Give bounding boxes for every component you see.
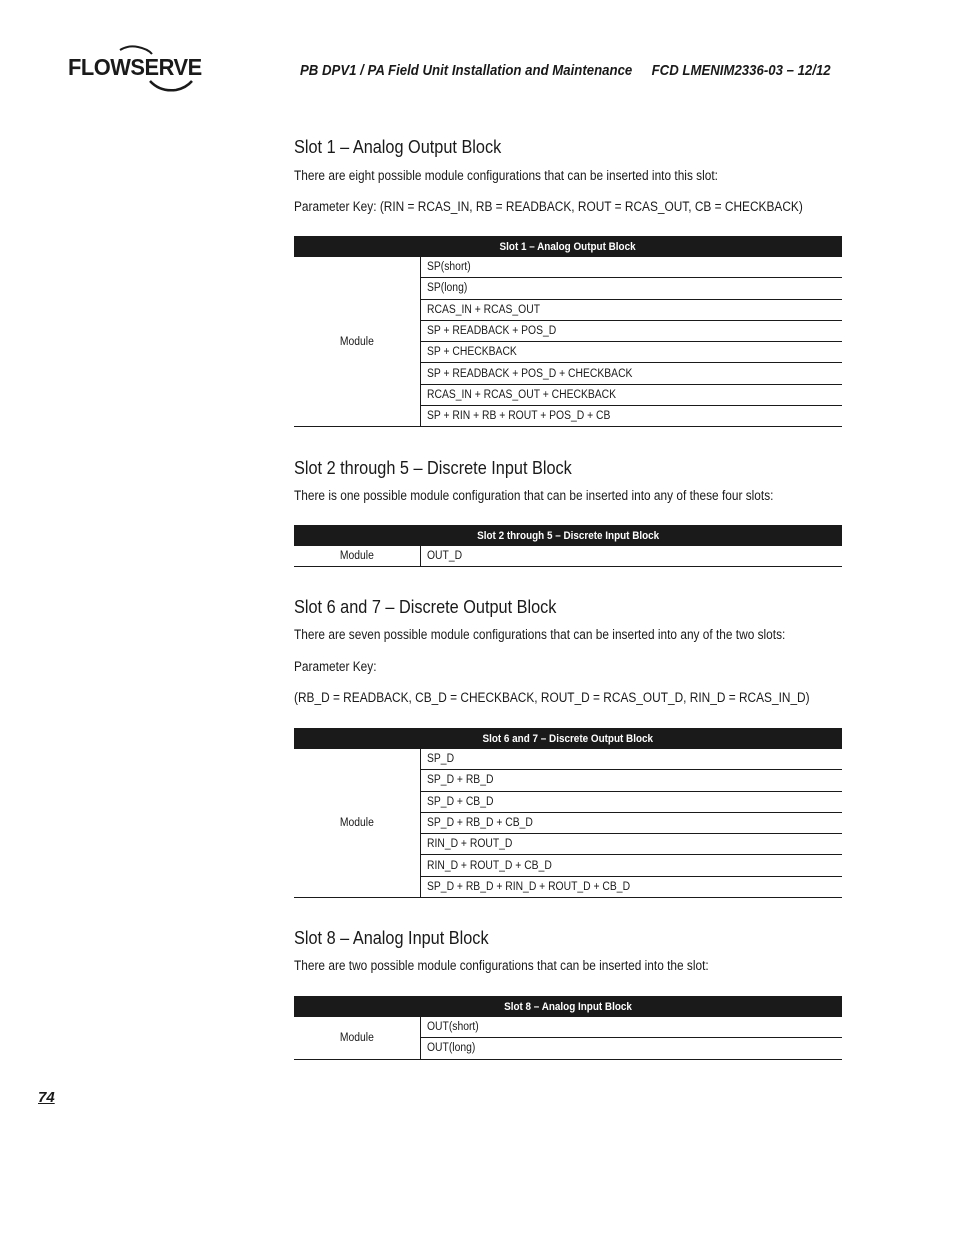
table-row	[294, 1017, 842, 1038]
module-label: Module	[294, 1017, 420, 1059]
table-cell: OUT(short)	[420, 1017, 842, 1038]
slot8-heading: Slot 8 – Analog Input Block	[294, 927, 489, 948]
slot1-heading: Slot 1 – Analog Output Block	[294, 136, 502, 157]
slot6-param-key-label: Parameter Key:	[294, 659, 377, 674]
table-cell: RCAS_IN + RCAS_OUT	[420, 299, 842, 320]
flowserve-logo	[68, 44, 208, 96]
slot6-intro: There are seven possible module configurations that can be inserted into any of the two slots:	[294, 627, 786, 642]
table-cell: SP + READBACK + POS_D	[420, 320, 842, 341]
table-cell: SP(long)	[420, 278, 842, 299]
slot1-table	[294, 236, 842, 427]
module-label: Module	[294, 749, 420, 898]
slot6-table	[294, 728, 842, 898]
slot6-param-key: (RB_D = READBACK, CB_D = CHECKBACK, ROUT_D = RCAS_OUT_D, RIN_D = RCAS_IN_D)	[294, 690, 810, 705]
table-cell: SP_D + RB_D	[420, 770, 842, 791]
table-cell: SP_D + RB_D + RIN_D + ROUT_D + CB_D	[420, 876, 842, 897]
table-cell: RIN_D + ROUT_D + CB_D	[420, 855, 842, 876]
table-cell: SP + RIN + RB + ROUT + POS_D + CB	[420, 406, 842, 427]
table-header: Slot 2 through 5 – Discrete Input Block	[294, 525, 842, 546]
slot6-heading: Slot 6 and 7 – Discrete Output Block	[294, 596, 557, 617]
slot8-table	[294, 996, 842, 1060]
slot2-table	[294, 525, 842, 567]
table-row	[294, 546, 842, 567]
slot1-intro: There are eight possible module configurations that can be inserted into this slot:	[294, 168, 718, 183]
slot2-intro: There is one possible module configuration that can be inserted into any of these four slots:	[294, 488, 774, 503]
table-cell: SP(short)	[420, 257, 842, 278]
table-cell: SP_D + RB_D + CB_D	[420, 812, 842, 833]
slot2-heading: Slot 2 through 5 – Discrete Input Block	[294, 457, 572, 478]
table-cell: SP + READBACK + POS_D + CHECKBACK	[420, 363, 842, 384]
table-row	[294, 749, 842, 770]
module-label: Module	[294, 257, 420, 427]
table-cell: SP_D + CB_D	[420, 791, 842, 812]
table-header: Slot 8 – Analog Input Block	[294, 996, 842, 1017]
table-cell: SP_D	[420, 749, 842, 770]
page-number: 74	[38, 1089, 55, 1106]
table-cell: RCAS_IN + RCAS_OUT + CHECKBACK	[420, 384, 842, 405]
document-header	[300, 62, 831, 79]
slot8-intro: There are two possible module configurations that can be inserted into the slot:	[294, 958, 709, 973]
table-cell: SP + CHECKBACK	[420, 342, 842, 363]
table-cell: RIN_D + ROUT_D	[420, 834, 842, 855]
document-title: PB DPV1 / PA Field Unit Installation and Maintenance	[300, 62, 633, 79]
document-code: FCD LMENIM2336-03 – 12/12	[651, 62, 831, 79]
table-cell: OUT(long)	[420, 1038, 842, 1059]
table-header: Slot 1 – Analog Output Block	[294, 236, 842, 257]
table-row	[294, 257, 842, 278]
module-label: Module	[294, 546, 420, 567]
table-cell: OUT_D	[420, 546, 842, 567]
table-header: Slot 6 and 7 – Discrete Output Block	[294, 728, 842, 749]
logo-text: FLOWSERVE	[68, 54, 202, 80]
slot1-param-key: Parameter Key: (RIN = RCAS_IN, RB = READBACK, ROUT = RCAS_OUT, CB = CHECKBACK)	[294, 199, 803, 214]
